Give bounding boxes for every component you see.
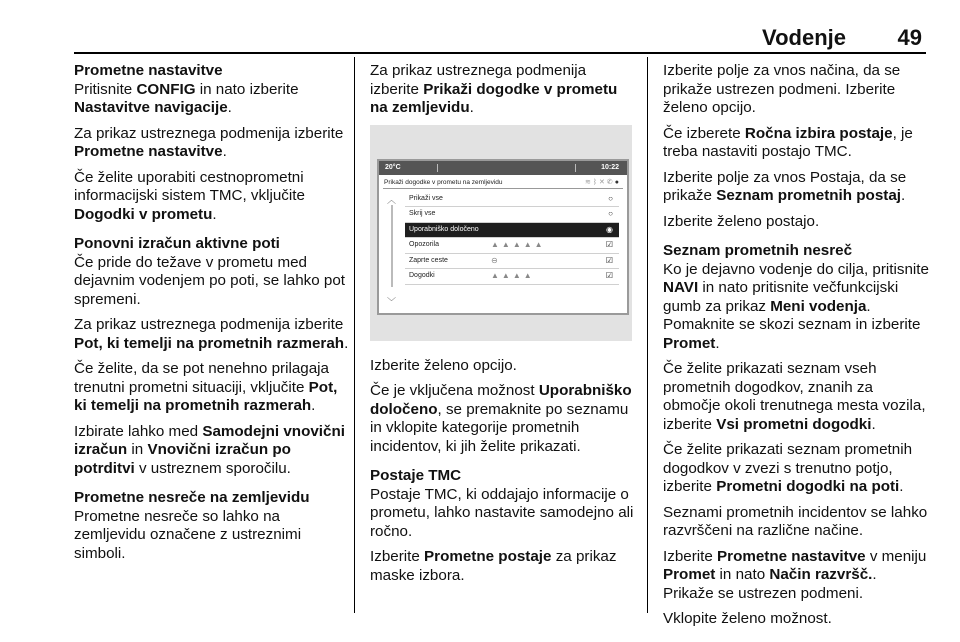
menu-item-hide-all[interactable]: Skrij vse ○ [405,207,619,223]
column-divider-2 [647,57,648,613]
paragraph-tmc-stations: Postaje TMC, ki oddajajo informacije o prometu, lahko nastavite samodejno ali ročno. [370,485,634,540]
menu-item-warnings[interactable]: Opozorila ▲▲▲▲▲ ☑ [405,238,619,254]
menu-item-events[interactable]: Dogodki ▲▲▲▲ ☑ [405,269,619,285]
paragraph-recalc-choice: Izbirate lahko med Samodejni vnovični izračun in Vnovični izračun po potrditvi v ustreznem sporočilu. [74,422,345,477]
paragraph-config: Pritisnite CONFIG in nato izberite Nastavitve navigacije. [74,80,299,116]
info-icon: ● [614,178,621,186]
clock-readout: 10:22 [601,163,619,171]
signal-icon: ≋ [584,178,593,186]
paragraph-route-incidents: Če želite prikazati seznam prometnih dogodkov v zvezi s trenutno potjo, izberite Prometni dogodki na poti. [663,441,913,495]
infotainment-screenshot [370,125,632,341]
paragraph-submenu-shown: Prikaže se ustrezen podmeni. [663,584,864,602]
status-separator [575,164,576,172]
radio-selected-icon: ◉ [606,224,613,234]
paragraph-tmc-enable: Če želite uporabiti cestnoprometni informacijski sistem TMC, vključite Dogodki v prometu. [74,168,305,223]
paragraph-select-station: Izberite želeno postajo. [663,212,820,230]
paragraph-guidance-menu: Ko je dejavno vodenje do cilja, pritisnite NAVI in nato pritisnite večfunkcijski gumb za prikaz Meni vodenja. Pomaknite se skozi seznam in izberite Promet. [663,260,929,352]
paragraph-route-adapt: Če želite, da se pot nenehno prilagaja trenutni prometni situaciji, vključite Pot, ki temelji na prometnih razmerah. [74,360,338,414]
incident-filter-menu [405,192,619,285]
paragraph-select-stations: Izberite Prometne postaje za prikaz maske izbora. [370,548,617,584]
heading-reroute: Ponovni izračun aktivne poti [74,235,280,252]
mute-icon: ✕ [599,178,607,186]
paragraph-sort-menu: Izberite Prometne nastavitve v meniju Promet in nato Način razvršč.. [663,547,927,583]
paragraph-select-option: Izberite želeno opcijo. [370,356,517,374]
warning-icons: ▲▲▲▲▲ [491,240,546,249]
paragraph-user-defined: Če je vključena možnost Uporabniško določeno, se premaknite po seznamu in vklopite kategorije prometnih incidentov, ki jih želite prikazati. [370,382,632,455]
chapter-title: Vodenje [762,25,846,50]
checkbox-icon: ☑ [605,255,613,265]
paragraph-show-incidents: Za prikaz ustreznega podmenija izberite Prikaži dogodke v prometu na zemljevidu. [370,62,618,116]
column-1 [74,62,350,570]
heading-incident-list: Seznam prometnih nesreč [663,242,853,259]
status-separator [437,164,438,172]
menu-item-closed-roads[interactable]: Zaprte ceste ⊖ ☑ [405,254,619,270]
radio-icon: ○ [608,193,613,203]
status-icons [585,178,621,187]
temperature-readout: 20°C [385,163,401,171]
paragraph-station-field: Izberite polje za vnos Postaja, da se prikaže Seznam prometnih postaj. [663,168,907,204]
column-2 [370,62,634,592]
menu-item-user-defined[interactable]: Uporabniško določeno ◉ [405,223,619,239]
radio-icon: ○ [608,209,613,218]
heading-tmc-stations: Postaje TMC [370,467,462,484]
paragraph-submenu-traffic: Za prikaz ustreznega podmenija izberite Prometne nastavitve. [74,124,344,160]
checkbox-icon: ☑ [605,271,613,280]
status-bar [379,161,627,175]
event-icons: ▲▲▲▲ [491,271,535,280]
paragraph-submenu-route: Za prikaz ustreznega podmenija izberite Pot, ki temelji na prometnih razmerah. [74,316,349,352]
column-3 [663,62,931,636]
header-rule [74,52,926,54]
paragraph-all-incidents: Če želite prikazati seznam vseh prometnih dogodkov, znanih za območje okoli trenutnega mesta vozila, izberite Vsi prometni dogodki. [663,360,926,433]
phone-icon: ✆ [606,178,615,186]
paragraph-mode-field: Izberite polje za vnos načina, da se prikaže ustrezen podmeni. Izberite želeno opcijo. [663,62,901,116]
page-header [0,0,960,58]
paragraph-map-symbols: Prometne nesreče so lahko na zemljevidu označene z ustreznimi simboli. [74,507,302,562]
heading-traffic-settings: Prometne nastavitve [74,62,223,79]
heading-map-incidents: Prometne nesreče na zemljevidu [74,489,310,506]
scrollbar[interactable] [391,205,393,287]
paragraph-route-change: Če pride do težave v prometu med dejavnim vodenjem po poti, se lahko pot spremeni. [74,253,346,308]
scroll-up-icon[interactable]: ︿ [387,194,397,205]
no-entry-icon: ⊖ [491,255,501,265]
display-screen [377,159,629,315]
paragraph-enable-option: Vklopite želeno možnost. [663,610,832,627]
menu-item-show-all[interactable]: Prikaži vse ○ [405,192,619,208]
title-rule [383,188,623,189]
screen-title: Prikaži dogodke v prometu na zemljevidu [384,178,503,186]
paragraph-sorting: Seznami prometnih incidentov se lahko razvrščeni na različne načine. [663,503,928,539]
column-divider-1 [354,57,355,613]
scroll-down-icon[interactable]: ﹀ [387,296,397,307]
bluetooth-icon: ᛒ [592,178,600,186]
page-number: 49 [897,25,922,50]
paragraph-manual-station: Če izberete Ročna izbira postaje, je treba nastaviti postajo TMC. [663,124,913,160]
checkbox-icon: ☑ [605,240,613,249]
